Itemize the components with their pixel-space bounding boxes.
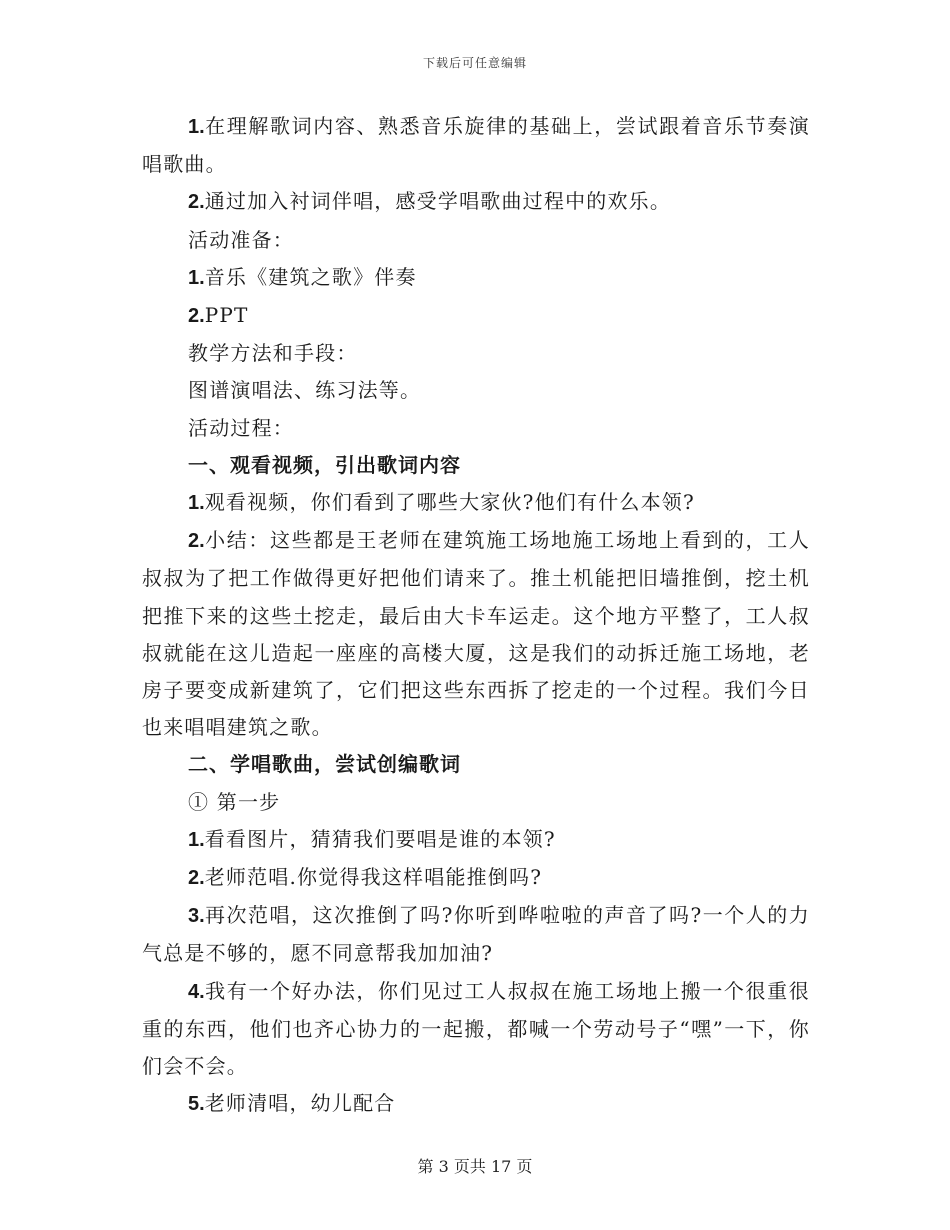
paragraph-text: 老师范唱.你觉得我这样唱能推倒吗?: [204, 865, 543, 890]
paragraph: [142, 259, 810, 297]
paragraph: [142, 859, 810, 897]
paragraph-text: ① 第一步: [188, 789, 281, 814]
item-number: 1.: [188, 828, 205, 851]
paragraph: [142, 335, 810, 372]
paragraph: [142, 897, 810, 972]
paragraph-text: 教学方法和手段：: [188, 341, 358, 366]
paragraph-text: 再次范唱，这次推倒了吗?你听到哗啦啦的声音了吗?一个人的力气总是不够的，愿不同意帮我加加油?: [142, 903, 810, 966]
paragraph: [142, 372, 810, 409]
paragraph-text: 看看图片，猜猜我们要唱是谁的本领?: [204, 826, 556, 851]
item-number: 1.: [188, 492, 205, 515]
item-number: 1.: [188, 266, 205, 289]
paragraph-text: 音乐《建筑之歌》伴奏: [204, 264, 417, 289]
item-number: 2.: [188, 867, 205, 890]
heading-text: 二、学唱歌曲，尝试创编歌词: [188, 752, 461, 777]
paragraph: [142, 1085, 810, 1123]
item-number: 2.: [188, 305, 205, 328]
paragraph-text: 活动准备：: [188, 227, 294, 252]
paragraph: [142, 821, 810, 859]
paragraph-text: PPT: [204, 303, 249, 328]
paragraph: [142, 522, 810, 746]
item-number: 2.: [188, 191, 205, 214]
paragraph-text: 通过加入衬词伴唱，感受学唱歌曲过程中的欢乐。: [204, 189, 672, 214]
paragraph-text: 小结：这些都是王老师在建筑施工场地施工场地上看到的，工人叔叔为了把工作做得更好把他们请来了。推土机能把旧墙推倒，挖土机把推下来的这些土挖走，最后由大卡车运走。这个地方平整了，工人叔叔就能在这儿造起一座座的高楼大厦，这是我们的动拆迁施工场地，老房子要变成新建筑了，它们把这些东西拆了挖走的一个过程。我们今日也来唱唱建筑之歌。: [142, 528, 810, 740]
paragraph: [142, 108, 810, 183]
item-number: 3.: [188, 905, 205, 928]
paragraph: [142, 297, 810, 335]
paragraph-text: 观看视频，你们看到了哪些大家伙?他们有什么本领?: [204, 490, 695, 515]
page-header: 下载后可任意编辑: [422, 56, 527, 70]
paragraph: [142, 973, 810, 1086]
paragraph: [142, 784, 810, 821]
paragraph: [142, 183, 810, 221]
paragraph-text: 我有一个好办法，你们见过工人叔叔在施工场地上搬一个很重很重的东西，他们也齐心协力的一起搬，都喊一个劳动号子“嘿”一下，你们会不会。: [142, 978, 810, 1079]
paragraph-text: 图谱演唱法、练习法等。: [188, 378, 422, 403]
paragraph-text: 在理解歌词内容、熟悉音乐旋律的基础上，尝试跟着音乐节奏演唱歌曲。: [142, 114, 810, 177]
page-footer: 第 3 页共 17 页: [417, 1157, 533, 1176]
item-number: 4.: [188, 980, 205, 1003]
item-number: 1.: [188, 116, 205, 138]
item-number: 2.: [188, 530, 205, 553]
paragraph: [142, 484, 810, 522]
paragraph-text: 老师清唱，幼儿配合: [204, 1091, 396, 1116]
paragraph: [142, 410, 810, 447]
section-heading: [142, 746, 810, 783]
paragraph-text: 活动过程：: [188, 415, 294, 440]
heading-text: 一、观看视频，引出歌词内容: [188, 452, 461, 477]
document-body: [142, 108, 810, 1123]
section-heading: [142, 447, 810, 484]
paragraph: [142, 222, 810, 259]
item-number: 5.: [188, 1093, 205, 1116]
